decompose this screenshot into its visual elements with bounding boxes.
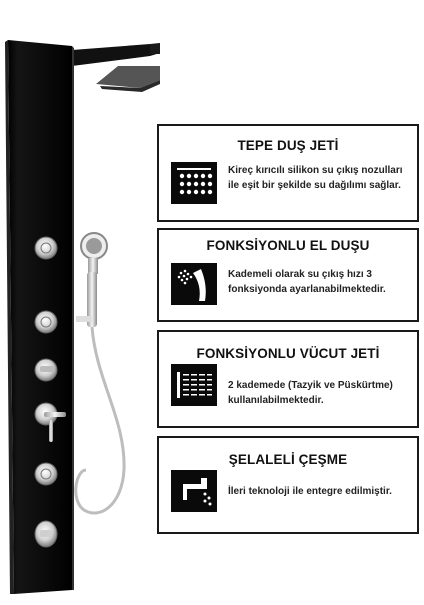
body-jet-middle — [35, 311, 57, 333]
waterfall-spout — [35, 521, 57, 547]
feature-title: TEPE DUŞ JETİ — [237, 138, 339, 153]
feature-description: Kireç kırıcılı silikon su çıkış nozulları ile eşit bir şekilde su dağılımı sağlar. — [228, 165, 403, 191]
feature-card-rain-shower — [157, 124, 419, 222]
feature-description: Kademeli olarak su çıkış hızı 3 fonksiyonda ayarlanabilmektedir. — [228, 269, 386, 295]
hand-shower-icon — [171, 263, 217, 305]
feature-title: ŞELALELİ ÇEŞME — [228, 452, 348, 467]
body-jet-bottom — [35, 463, 57, 485]
feature-card-body-jet — [157, 330, 419, 428]
feature-title: FONKSİYONLU VÜCUT JETİ — [196, 346, 380, 361]
body-jet-top — [35, 237, 57, 259]
rain-shower-nozzles-icon — [171, 162, 217, 204]
feature-description: İleri teknoloji ile entegre edilmiştir. — [228, 486, 392, 497]
feature-card-hand-shower — [157, 228, 419, 322]
body-jet-spray-icon — [171, 364, 217, 406]
shower-arm — [72, 42, 160, 66]
shower-panel-illustration — [0, 0, 160, 600]
feature-description: 2 kademede (Tazyik ve Püskürtme) kullanılabilmektedir. — [228, 380, 393, 406]
hand-shower — [76, 233, 124, 513]
waterfall-spout-icon — [171, 470, 217, 512]
shower-panel-product-image — [0, 0, 160, 600]
diverter-knob — [35, 359, 57, 381]
feature-title: FONKSİYONLU EL DUŞU — [206, 238, 370, 253]
rain-shower-head — [96, 66, 160, 92]
feature-card-waterfall — [157, 436, 419, 534]
